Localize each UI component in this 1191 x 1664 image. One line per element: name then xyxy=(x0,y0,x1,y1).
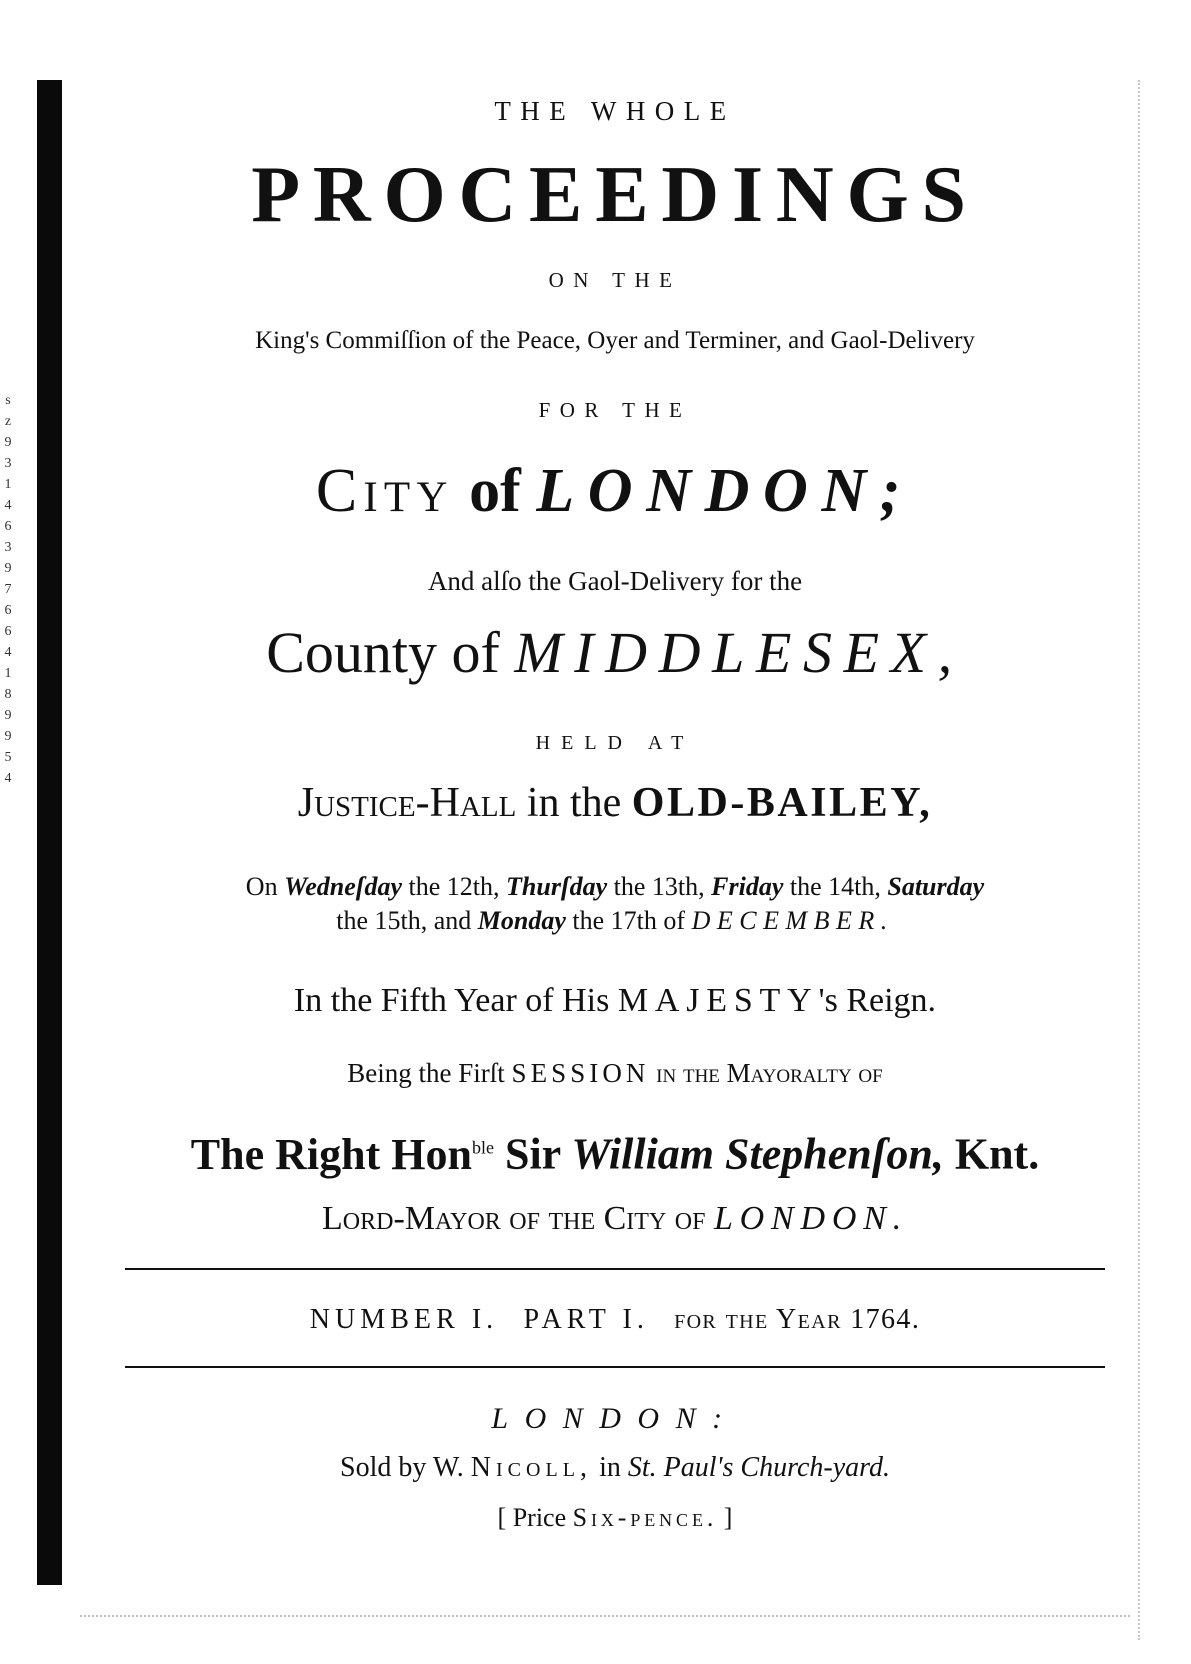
session-line xyxy=(125,1058,1105,1089)
county-of-middlesex-line xyxy=(125,618,1105,688)
reign-line xyxy=(125,982,1105,1020)
commission-line: King's Commiſſion of the Peace, Oyer and Terminer, and Gaol-Delivery xyxy=(255,327,975,354)
justice-hall: Justice-Hall xyxy=(297,780,517,826)
margin-digit: 7 xyxy=(4,582,12,597)
right-edge-specks xyxy=(1138,80,1146,1640)
london-word: LONDON; xyxy=(536,457,915,525)
held-at: HELD AT xyxy=(535,732,695,754)
price-close: ] xyxy=(723,1503,733,1532)
middlesex-word: MIDDLESEX, xyxy=(514,620,964,685)
lord-mayor-london: LONDON. xyxy=(713,1200,908,1237)
city-word: City xyxy=(315,457,454,525)
margin-digit: 6 xyxy=(4,519,12,534)
date-on: On xyxy=(245,872,278,901)
imprint-seller-line xyxy=(125,1452,1105,1484)
reign-suffix: 's Reign. xyxy=(818,982,937,1019)
price-open: [ Price xyxy=(497,1503,567,1532)
price-line xyxy=(125,1503,1105,1533)
mayor-name: William Stephenſon, xyxy=(571,1129,944,1179)
old-bailey: OLD-BAILEY, xyxy=(631,780,933,826)
justice-hall-line xyxy=(125,776,1105,830)
date-12: the 12th, xyxy=(408,872,500,901)
heading-on-the: ON THE xyxy=(548,268,682,292)
day-monday: Monday xyxy=(477,906,566,935)
in-word: in xyxy=(599,1452,621,1483)
county-word: County xyxy=(266,620,438,685)
margin-digit: 3 xyxy=(4,540,12,555)
of-word-2: of xyxy=(451,620,500,685)
date-13: the 13th, xyxy=(613,872,705,901)
date-15: the 15th, and xyxy=(336,906,472,935)
margin-digit: s xyxy=(5,393,11,408)
heading-the-whole: THE WHOLE xyxy=(494,96,736,126)
right-hon-text: The Right Hon xyxy=(190,1129,472,1179)
right-honourable xyxy=(191,1130,494,1179)
binding-shadow xyxy=(37,80,62,1585)
day-thursday: Thurſday xyxy=(506,872,608,901)
margin-digit: 3 xyxy=(4,456,12,471)
issue-part: PART I. xyxy=(523,1304,649,1335)
margin-digit: 9 xyxy=(4,561,12,576)
margin-digit: 1 xyxy=(4,477,12,492)
sold-by: Sold by W. xyxy=(340,1452,464,1483)
margin-digit: 6 xyxy=(4,603,12,618)
reign-prefix: In the Fifth Year of His xyxy=(293,982,610,1019)
majesty-word: MAJESTY xyxy=(617,982,819,1019)
day-friday: Friday xyxy=(711,872,784,901)
lord-mayor-line xyxy=(125,1200,1105,1238)
margin-digit: 4 xyxy=(4,771,12,786)
margin-digit: 4 xyxy=(4,498,12,513)
mayoralty-text: in the Mayoralty of xyxy=(656,1058,883,1088)
margin-page-numbers xyxy=(0,390,16,789)
lord-mayor-prefix: Lord-Mayor of the City of xyxy=(322,1200,706,1237)
issue-number-line xyxy=(125,1304,1105,1336)
margin-digit: 6 xyxy=(4,624,12,639)
margin-digit: 9 xyxy=(4,729,12,744)
knight-title: Knt. xyxy=(954,1129,1040,1179)
margin-digit: 4 xyxy=(4,645,12,660)
session-word: SESSION xyxy=(511,1058,650,1088)
gaol-delivery-line: And alſo the Gaol-Delivery for the xyxy=(427,566,803,596)
heading-for-the: FOR THE xyxy=(538,398,692,422)
right-hon-superscript: ble xyxy=(471,1137,494,1157)
margin-digit: 9 xyxy=(4,708,12,723)
sir-word: Sir xyxy=(504,1129,561,1179)
of-word: of xyxy=(469,457,521,525)
issue-year: for the Year 1764. xyxy=(674,1304,921,1335)
printer-name: Nicoll, xyxy=(470,1452,593,1483)
being-first: Being the Firſt xyxy=(347,1058,505,1088)
issue-number: NUMBER I. xyxy=(309,1304,499,1335)
margin-digit: 8 xyxy=(4,687,12,702)
imprint-place: LONDON: xyxy=(491,1402,739,1435)
seller-location: St. Paul's Church-yard. xyxy=(627,1452,890,1483)
date-14: the 14th, xyxy=(789,872,881,901)
day-saturday: Saturday xyxy=(887,872,985,901)
bottom-edge-specks xyxy=(80,1615,1130,1620)
margin-digit: 9 xyxy=(4,435,12,450)
city-of-london-line xyxy=(125,455,1105,527)
margin-digit: z xyxy=(4,414,12,429)
heading-proceedings: PROCEEDINGS xyxy=(251,151,979,239)
margin-digit: 1 xyxy=(4,666,12,681)
session-dates xyxy=(125,870,1105,938)
date-17: the 17th of xyxy=(572,906,686,935)
rule-top xyxy=(125,1268,1105,1270)
rule-bottom xyxy=(125,1366,1105,1368)
margin-digit: 5 xyxy=(4,750,12,765)
price-value: Six-pence. xyxy=(572,1503,718,1532)
lord-mayor-name-line xyxy=(125,1120,1105,1182)
day-wednesday: Wedneſday xyxy=(284,872,403,901)
month-december: DECEMBER. xyxy=(691,906,894,935)
in-the: in the xyxy=(526,780,622,826)
